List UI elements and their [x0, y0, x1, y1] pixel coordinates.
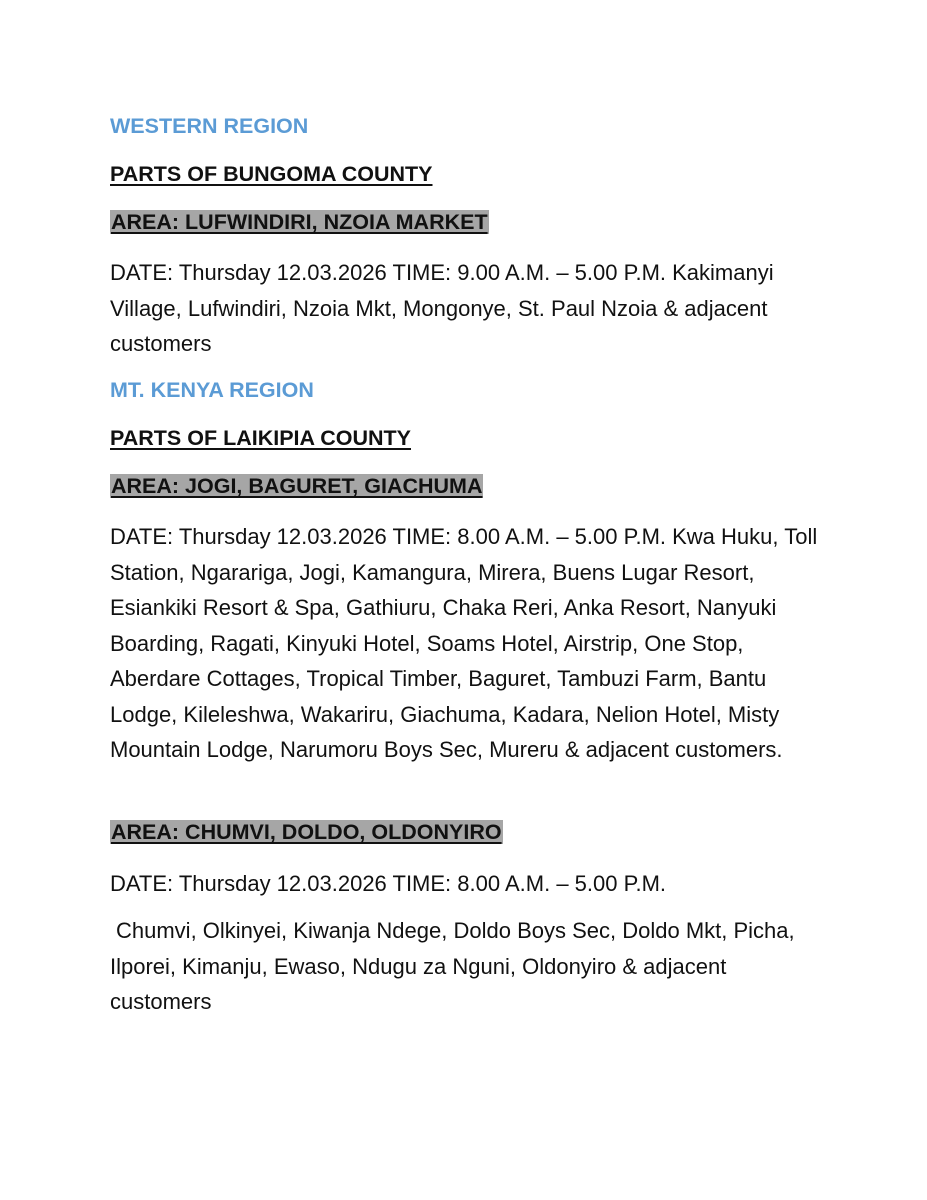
area-heading-chumvi: AREA: CHUMVI, DOLDO, OLDONYIRO — [111, 820, 502, 844]
county-heading-laikipia: PARTS OF LAIKIPIA COUNTY — [110, 426, 411, 450]
area-heading-jogi: AREA: JOGI, BAGURET, GIACHUMA — [111, 474, 483, 498]
area-heading-wrapper — [110, 814, 830, 850]
area-heading-wrapper — [110, 204, 830, 240]
region-heading-western: WESTERN REGION — [110, 114, 309, 138]
region-heading-mt-kenya: MT. KENYA REGION — [110, 378, 314, 402]
area-heading-wrapper — [110, 468, 830, 504]
area-heading-lufwindiri: AREA: LUFWINDIRI, NZOIA MARKET — [111, 210, 488, 234]
area-date-chumvi: DATE: Thursday 12.03.2026 TIME: 8.00 A.M. – 5.00 P.M. — [110, 871, 667, 896]
county-heading-wrapper — [110, 156, 830, 192]
area-details-jogi: DATE: Thursday 12.03.2026 TIME: 8.00 A.M. – 5.00 P.M. Kwa Huku, Toll Station, Ngarariga, Jogi, Kamangura, Mirera, Buens Lugar Resort, Esiankiki Resort & Spa, Gathiuru, Chaka Reri, Anka Resort, Nanyuki Boarding, Ragati, Kinyuki Hotel, Soams Hotel, Airstrip, One Stop, Aberdare Cottages, Tropical Timber, Baguret, Tambuzi Farm, Bantu Lodge, Kileleshwa, Wakariru, Giachuma, Kadara, Nelion Hotel, Misty Mountain Lodge, Narumoru Boys Sec, Mureru & adjacent customers. — [110, 524, 818, 762]
county-heading-wrapper — [110, 420, 830, 456]
area-details-lufwindiri: DATE: Thursday 12.03.2026 TIME: 9.00 A.M. – 5.00 P.M. Kakimanyi Village, Lufwindiri, Nzoia Mkt, Mongonye, St. Paul Nzoia & adjacent customers — [110, 260, 774, 356]
county-heading-bungoma: PARTS OF BUNGOMA COUNTY — [110, 162, 433, 186]
area-details-chumvi: Chumvi, Olkinyei, Kiwanja Ndege, Doldo Boys Sec, Doldo Mkt, Picha, Ilporei, Kimanju, Ewaso, Ndugu za Nguni, Oldonyiro & adjacent customers — [110, 918, 795, 1014]
area-details-wrapper — [110, 913, 815, 1020]
